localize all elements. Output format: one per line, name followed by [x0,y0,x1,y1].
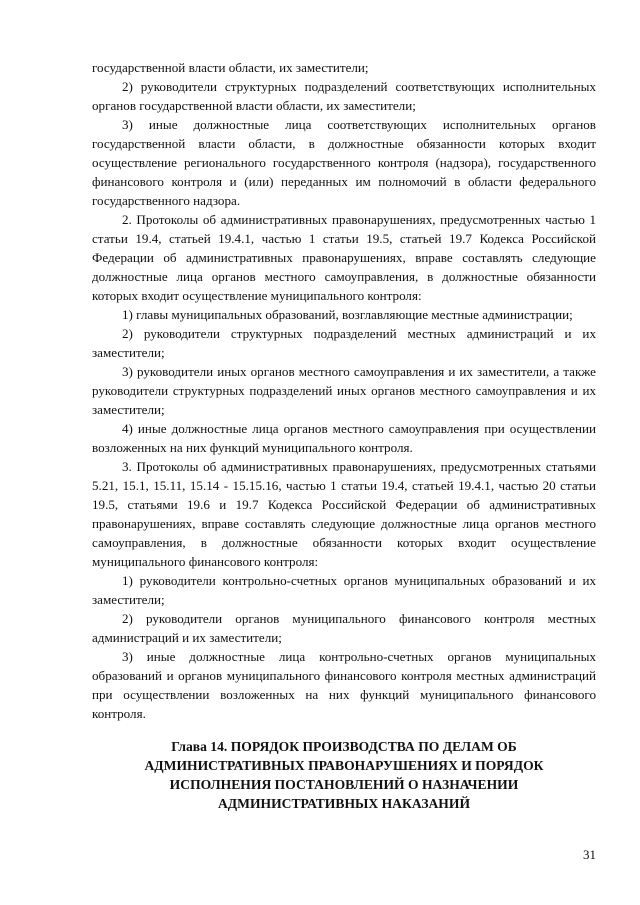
list-item-heads-of-administration-units: 2) руководители структурных подразделений местных администраций и их заместители; [92,326,596,360]
chapter-heading-line: Глава 14. ПОРЯДОК ПРОИЗВОДСТВА ПО ДЕЛАМ ОБ [171,739,517,754]
paragraph-section-3: 3. Протоколы об административных правонарушениях, предусмотренных статьями 5.21, 15.1, 15.11, 15.14 - 15.15.16, частью 1 статьи 19.4, статьей 19.4.1, частью 20 статьи 19.5, статьями 19.6 и 19.7 Кодекса Российской Федерации об административных правонарушениях, вправе составлять следующие должностные лица органов местного самоуправления, в должностные обязанности которых входит осуществление муниципального финансового контроля: [92,459,596,569]
list-item-heads-of-units: 2) руководители структурных подразделений соответствующих исполнительных органов государственной власти области, их заместители; [92,79,596,113]
page-number: 31 [583,847,596,862]
list-item-heads-of-other-bodies: 3) руководители иных органов местного самоуправления и их заместители, а также руководители структурных подразделений иных органов местного самоуправления и их заместители; [92,364,596,417]
chapter-heading-line: ИСПОЛНЕНИЯ ПОСТАНОВЛЕНИЙ О НАЗНАЧЕНИИ [169,777,519,792]
chapter-heading-line: АДМИНИСТРАТИВНЫХ НАКАЗАНИЙ [217,796,471,811]
list-item-other-municipal-officials: 4) иные должностные лица органов местного самоуправления при осуществлении возложенных на них функций муниципального контроля. [92,421,596,455]
list-item-heads-of-financial-control: 2) руководители органов муниципального финансового контроля местных администраций и их заместители; [92,611,596,645]
chapter-heading-line: АДМИНИСТРАТИВНЫХ ПРАВОНАРУШЕНИЯХ И ПОРЯДОК [144,758,544,773]
list-item-heads-of-municipalities: 1) главы муниципальных образований, возглавляющие местные администрации; [122,307,573,322]
paragraph-section-2: 2. Протоколы об административных правонарушениях, предусмотренных частью 1 статьи 19.4, статьей 19.4.1, частью 1 статьи 19.5, статьей 19.7 Кодекса Российской Федерации об административных правонарушениях, вправе составлять следующие должностные лица органов местного самоуправления, в должностные обязанности которых входит осуществление муниципального контроля: [92,212,596,303]
paragraph-continuation: государственной власти области, их заместители; [92,60,369,75]
list-item-other-audit-officials: 3) иные должностные лица контрольно-счетных органов муниципальных образований и органов муниципального финансового контроля местных администраций при осуществлении возложенных на них функций муниципального финансового контроля. [92,649,596,721]
chapter-heading [92,737,596,813]
list-item-other-officials: 3) иные должностные лица соответствующих исполнительных органов государственной власти области, в должностные обязанности которых входит осуществление регионального государственного контроля (надзора), государственного финансового контроля и (или) переданных им полномочий в области федерального государственного надзора. [92,117,596,208]
document-body [92,58,596,723]
list-item-heads-of-audit-bodies: 1) руководители контрольно-счетных органов муниципальных образований и их заместители; [92,573,596,607]
